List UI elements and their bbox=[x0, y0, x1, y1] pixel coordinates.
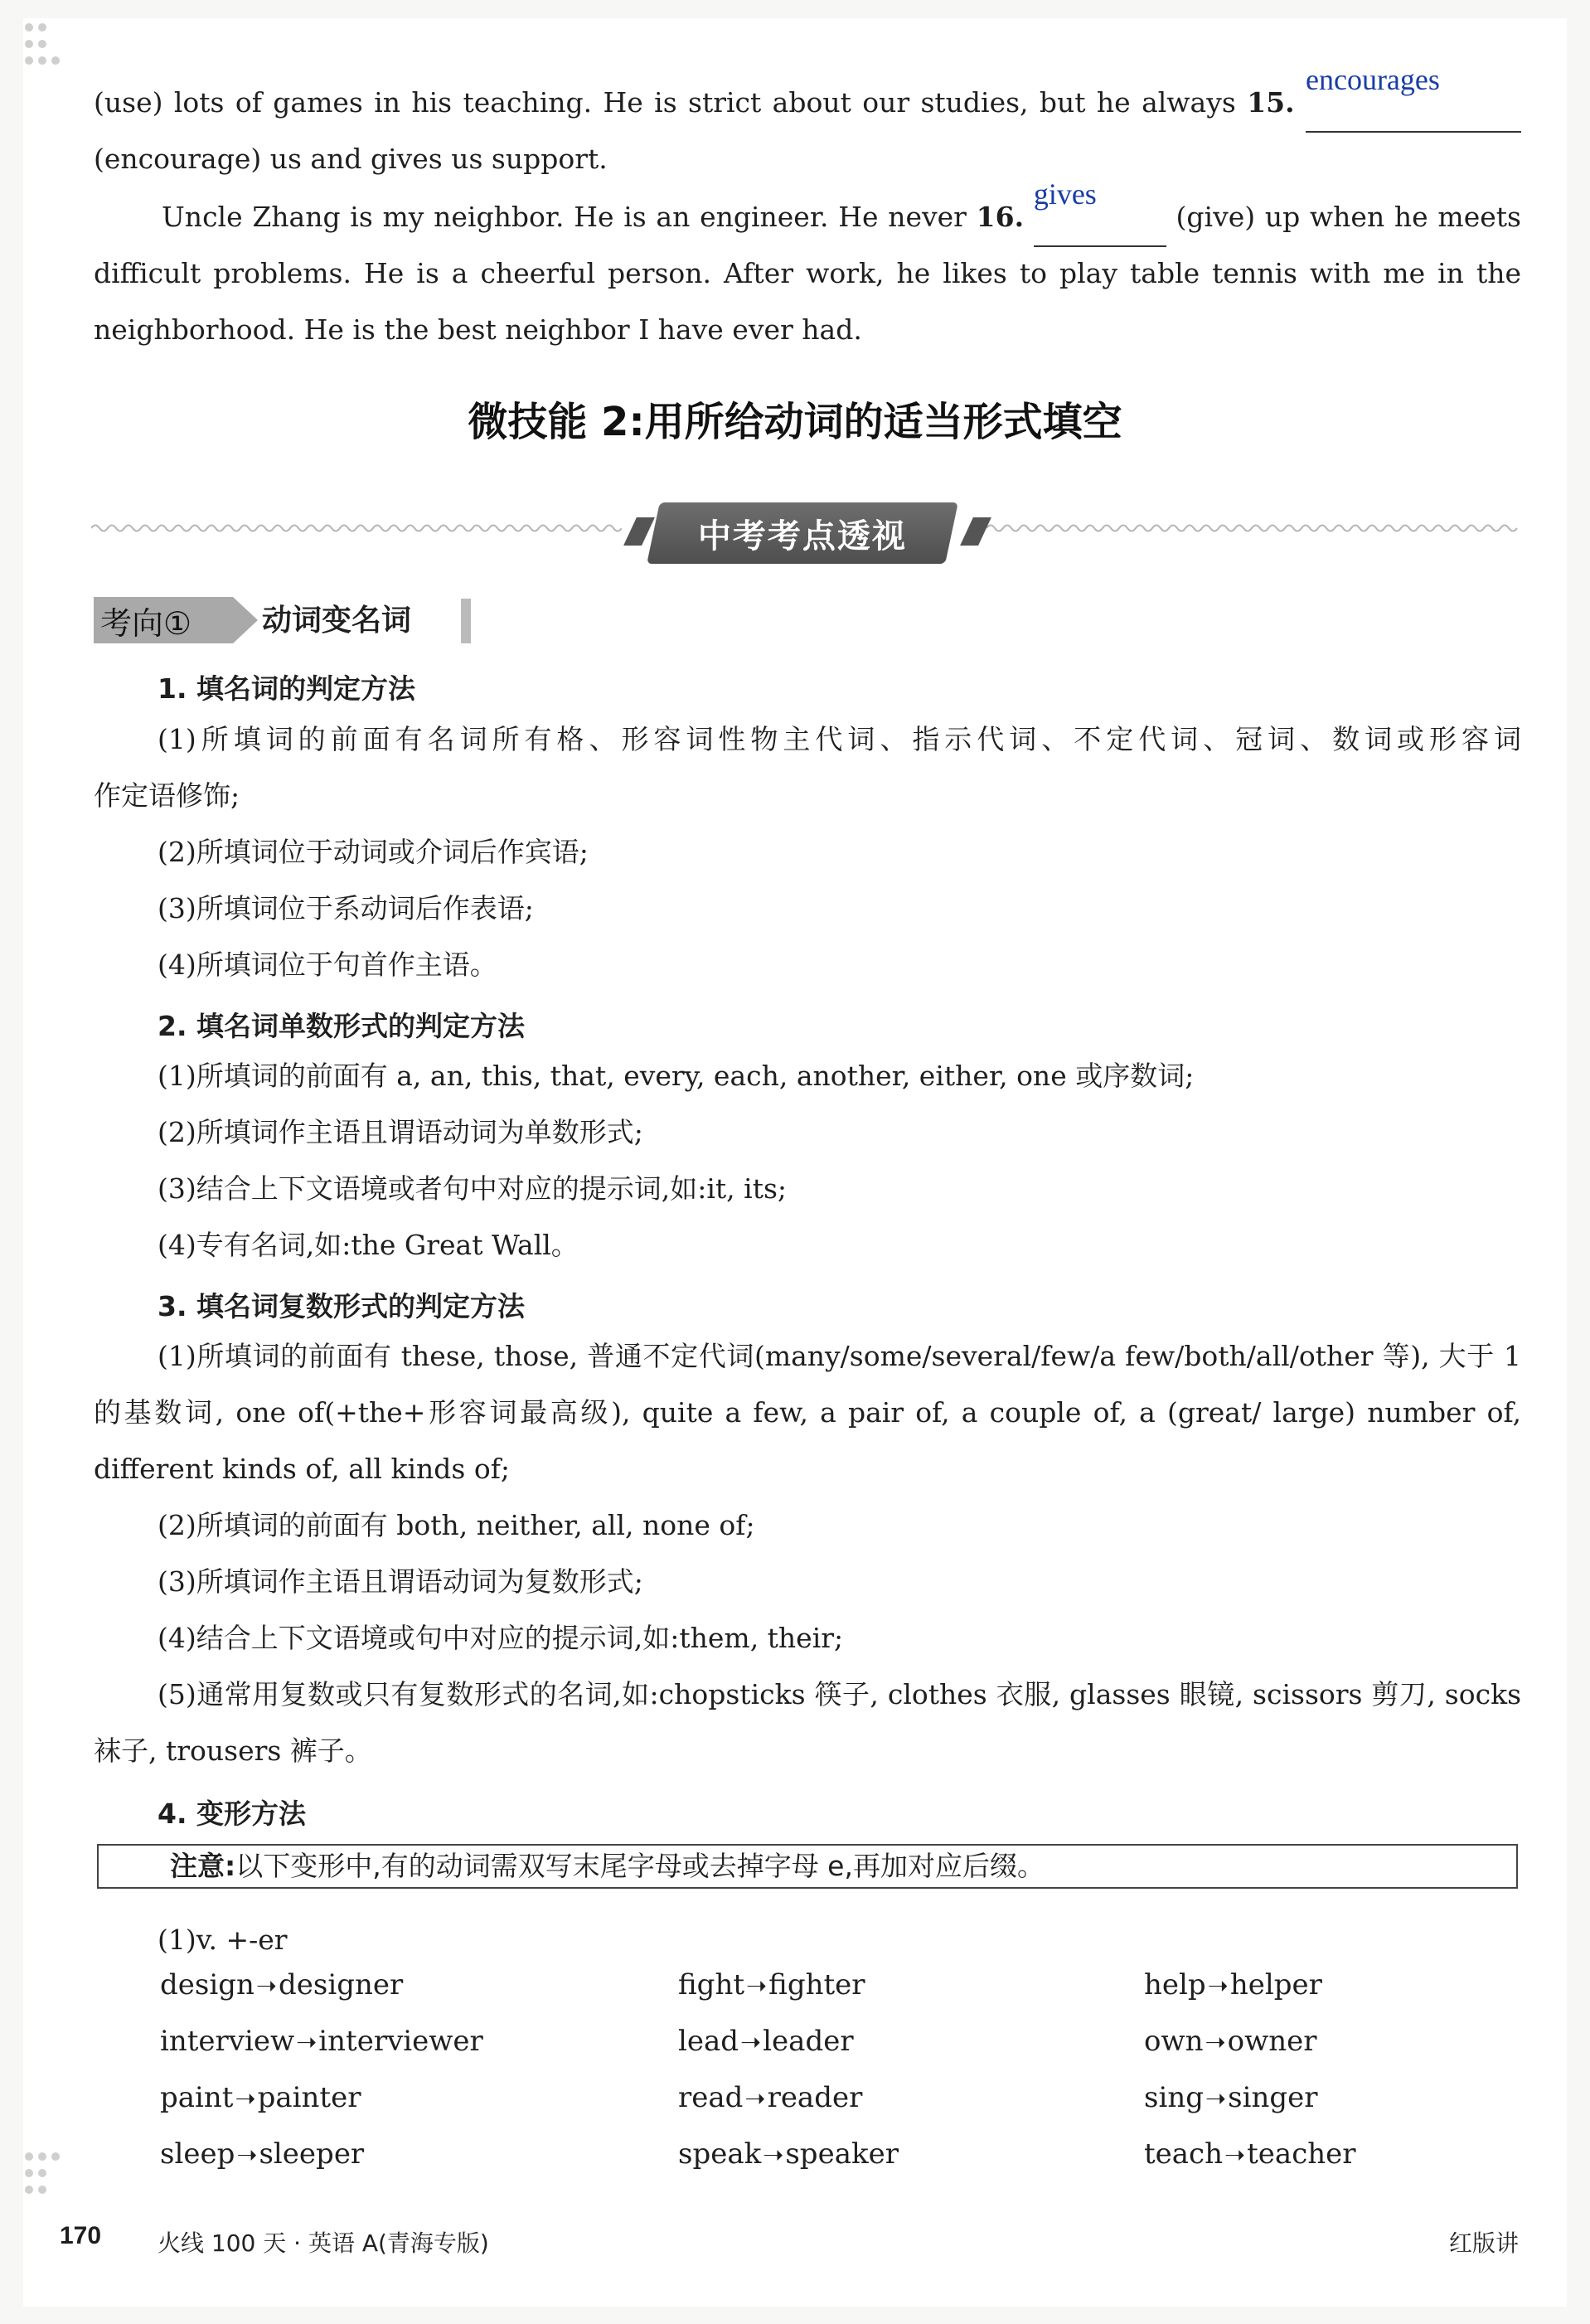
arrow-icon: ➝ bbox=[1205, 2084, 1227, 2113]
verb: teach bbox=[1144, 2137, 1223, 2171]
verb: own bbox=[1144, 2025, 1204, 2058]
answer-16: gives bbox=[1033, 177, 1097, 211]
passage-line: difficult problems. He is a cheerful person. After work, he likes to play table tennis with me in the bbox=[94, 257, 1521, 289]
passage-line: (encourage) us and gives us support. bbox=[94, 143, 608, 175]
noun: sleeper bbox=[259, 2137, 365, 2171]
noun: fighter bbox=[768, 1968, 865, 2001]
word-pair bbox=[160, 2025, 483, 2058]
word-pair bbox=[1144, 2081, 1317, 2114]
verb: read bbox=[678, 2081, 744, 2114]
noun: helper bbox=[1229, 1968, 1322, 2001]
note-box: 注意:以下变形中,有的动词需双写末尾字母或去掉字母 e,再加对应后缀。 bbox=[97, 1844, 1518, 1889]
noun: interviewer bbox=[318, 2025, 483, 2058]
verb: fight bbox=[678, 1968, 745, 2001]
section-title: 微技能 2:用所给动词的适当形式填空 bbox=[468, 399, 1122, 445]
arrow-icon: ➝ bbox=[763, 2141, 784, 2170]
verb: speak bbox=[678, 2137, 762, 2171]
answer-15: encourages bbox=[1305, 63, 1440, 96]
arrow-icon: ➝ bbox=[236, 2141, 258, 2170]
arrow-icon: ➝ bbox=[744, 2084, 766, 2113]
noun: leader bbox=[763, 2025, 854, 2058]
passage-line: (use) lots of games in his teaching. He is strict about our studies, but he always 15. encourages bbox=[94, 75, 1521, 133]
edition-label: 红版讲 bbox=[1449, 2229, 1520, 2257]
sec3-title: 3. 填名词复数形式的判定方法 bbox=[158, 1290, 525, 1322]
word-pair bbox=[160, 2137, 364, 2171]
sec1-item-4: (4)所填词位于句首作主语。 bbox=[158, 949, 497, 981]
wave-divider-right bbox=[986, 522, 1521, 534]
verb: help bbox=[1144, 1968, 1206, 2001]
verb: lead bbox=[678, 2025, 739, 2058]
sec2-item-3: (3)结合上下文语境或者句中对应的提示词,如:it, its; bbox=[158, 1172, 788, 1205]
word-pair bbox=[1144, 2025, 1316, 2058]
noun: singer bbox=[1228, 2081, 1318, 2114]
verb: design bbox=[160, 1968, 254, 2001]
word-pair bbox=[1144, 2137, 1356, 2171]
verb: interview bbox=[160, 2025, 295, 2058]
sec3-item-2: (2)所填词的前面有 both, neither, all, none of; bbox=[158, 1509, 755, 1541]
sec2-title: 2. 填名词单数形式的判定方法 bbox=[158, 1010, 525, 1042]
topic-title: 动词变名词 bbox=[262, 604, 412, 638]
word-pair bbox=[160, 1968, 403, 2001]
word-pair bbox=[678, 1968, 865, 2001]
noun: reader bbox=[767, 2081, 863, 2114]
sec2-item-1: (1)所填词的前面有 a, an, this, that, every, each, another, either, one 或序数词; bbox=[158, 1060, 1195, 1092]
topic-tag: 考向① bbox=[94, 597, 233, 643]
corner-dots-bottom bbox=[25, 2152, 65, 2202]
wave-divider-left bbox=[91, 522, 622, 534]
corner-dots-top bbox=[25, 23, 65, 73]
sec3-item-4: (4)结合上下文语境或句中对应的提示词,如:them, their; bbox=[158, 1622, 844, 1654]
passage-line: Uncle Zhang is my neighbor. He is an engineer. He never 16. gives (give) up when he meets bbox=[94, 189, 1521, 247]
noun: owner bbox=[1227, 2025, 1317, 2058]
verb: sing bbox=[1144, 2081, 1204, 2114]
word-pair bbox=[160, 2081, 361, 2114]
arrow-icon: ➝ bbox=[740, 2028, 762, 2057]
sec1-item-3: (3)所填词位于系动词后作表语; bbox=[158, 892, 534, 924]
arrow-icon: ➝ bbox=[1224, 2141, 1246, 2170]
passage-line: neighborhood. He is the best neighbor I have ever had. bbox=[94, 313, 862, 346]
verb: sleep bbox=[160, 2137, 235, 2171]
arrow-icon: ➝ bbox=[1205, 2028, 1226, 2057]
sec3-item-5: (5)通常用复数或只有复数形式的名词,如:chopsticks 筷子, clothes 衣服, glasses 眼镜, scissors 剪刀, socks 袜子, trousers 裤子。 bbox=[94, 1678, 1521, 1767]
noun: painter bbox=[257, 2081, 361, 2114]
book-title: 火线 100 天 · 英语 A(青海专版) bbox=[158, 2229, 489, 2257]
noun: speaker bbox=[785, 2137, 899, 2171]
sec1-item-1a: (1)所填词的前面有名词所有格、形容词性物主代词、指示代词、不定代词、冠词、数词或形容词 bbox=[158, 723, 1521, 755]
arrow-icon: ➝ bbox=[255, 1972, 278, 2001]
answer-blank-15[interactable] bbox=[1305, 63, 1521, 133]
sec3-item-1: (1)所填词的前面有 these, those, 普通不定代词(many/some/several/few/a few/both/all/other 等), 大于 1 的基数词, one of(+the+形容词最高级), quite a few, a pair of, a couple of, a (great/ large) number of, different kinds of, all kinds of; bbox=[94, 1340, 1521, 1485]
rule-label: (1)v. +-er bbox=[158, 1924, 288, 1956]
sec2-item-4: (4)专有名词,如:the Great Wall。 bbox=[158, 1229, 579, 1261]
page-number: 170 bbox=[60, 2222, 102, 2249]
sec4-title: 4. 变形方法 bbox=[158, 1798, 306, 1830]
sec1-item-2: (2)所填词位于动词或介词后作宾语; bbox=[158, 836, 589, 868]
section-banner: 中考考点透视 bbox=[647, 502, 958, 564]
word-pair bbox=[678, 2081, 862, 2114]
word-pair bbox=[1144, 1968, 1322, 2001]
verb: paint bbox=[160, 2081, 234, 2114]
sec1-title: 1. 填名词的判定方法 bbox=[158, 672, 415, 705]
arrow-icon: ➝ bbox=[1207, 1972, 1229, 2001]
sec2-item-2: (2)所填词作主语且谓语动词为单数形式; bbox=[158, 1116, 643, 1148]
answer-blank-16[interactable] bbox=[1033, 177, 1166, 247]
sec3-item-3: (3)所填词作主语且谓语动词为复数形式; bbox=[158, 1565, 643, 1598]
noun: teacher bbox=[1247, 2137, 1356, 2171]
arrow-icon: ➝ bbox=[746, 1972, 768, 2001]
topic-bar bbox=[461, 599, 471, 643]
word-pair bbox=[678, 2025, 854, 2058]
arrow-icon: ➝ bbox=[235, 2084, 256, 2113]
arrow-icon: ➝ bbox=[296, 2028, 318, 2057]
word-pair bbox=[678, 2137, 899, 2171]
sec1-item-1b: 作定语修饰; bbox=[94, 779, 240, 812]
noun: designer bbox=[279, 1968, 404, 2001]
